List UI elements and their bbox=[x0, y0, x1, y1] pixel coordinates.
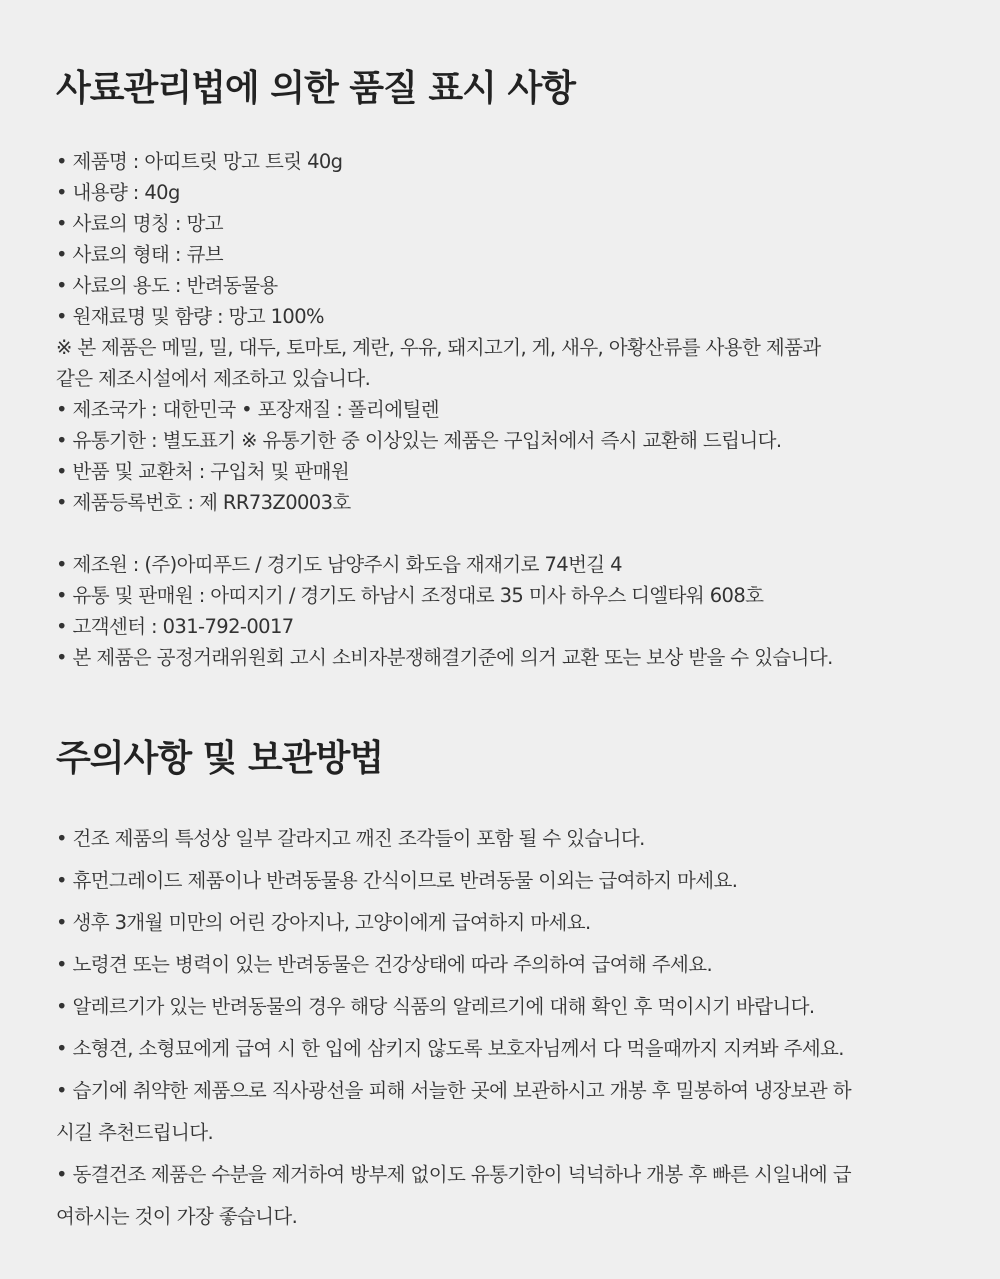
list-item: • 알레르기가 있는 반려동물의 경우 해당 식품의 알레르기에 대해 확인 후 먹이시기 바랍니다. bbox=[56, 995, 815, 1018]
list-item: • 생후 3개월 미만의 어린 강아지나, 고양이에게 급여하지 마세요. bbox=[56, 911, 591, 934]
list-item: • 소형견, 소형묘에게 급여 시 한 입에 삼키지 않도록 보호자님께서 다 먹을때까지 지켜봐 주세요. bbox=[56, 1037, 844, 1060]
list-item: • 제품명 : 아띠트릿 망고 트릿 40g bbox=[56, 150, 343, 173]
list-item: • 노령견 또는 병력이 있는 반려동물은 건강상태에 따라 주의하여 급여해 주세요. bbox=[56, 953, 713, 976]
list-item: • 습기에 취약한 제품으로 직사광선을 피해 서늘한 곳에 보관하시고 개봉 후 밀봉하여 냉장보관 하 bbox=[56, 1079, 851, 1102]
contact-item: • 제조원 : (주)아띠푸드 / 경기도 남양주시 화도읍 재재기로 74번길 4 bbox=[56, 553, 622, 576]
list-item: • 동결건조 제품은 수분을 제거하여 방부제 없이도 유통기한이 넉넉하나 개봉 후 빠른 시일내에 급 bbox=[56, 1163, 851, 1186]
list-item: 시길 추천드립니다. bbox=[56, 1121, 214, 1144]
contact-item: • 고객센터 : 031-792-0017 bbox=[56, 615, 294, 638]
quality-section-title: 사료관리법에 의한 품질 표시 사항 bbox=[56, 68, 575, 109]
list-item: • 건조 제품의 특성상 일부 갈라지고 깨진 조각들이 포함 될 수 있습니다. bbox=[56, 827, 645, 850]
list-item: • 휴먼그레이드 제품이나 반려동물용 간식이므로 반려동물 이외는 급여하지 마세요. bbox=[56, 869, 738, 892]
list-item: • 반품 및 교환처 : 구입처 및 판매원 bbox=[56, 460, 350, 483]
list-item: • 제품등록번호 : 제 RR73Z0003호 bbox=[56, 491, 351, 514]
list-item: • 사료의 명칭 : 망고 bbox=[56, 212, 223, 235]
contact-item: • 유통 및 판매원 : 아띠지기 / 경기도 하남시 조정대로 35 미사 하우스 디엘타워 608호 bbox=[56, 584, 764, 607]
list-item: 여하시는 것이 가장 좋습니다. bbox=[56, 1205, 298, 1228]
caution-section-title: 주의사항 및 보관방법 bbox=[56, 738, 384, 779]
list-item: • 원재료명 및 함량 : 망고 100% bbox=[56, 305, 324, 328]
list-item: • 사료의 용도 : 반려동물용 bbox=[56, 274, 278, 297]
list-spacer bbox=[56, 518, 966, 549]
contact-item: • 본 제품은 공정거래위원회 고시 소비자분쟁해결기준에 의거 교환 또는 보상 받을 수 있습니다. bbox=[56, 646, 833, 669]
list-item: • 사료의 형태 : 큐브 bbox=[56, 243, 223, 266]
list-item: • 제조국가 : 대한민국 • 포장재질 : 폴리에틸렌 bbox=[56, 398, 439, 421]
quality-info-list bbox=[56, 146, 966, 673]
list-item: 같은 제조시설에서 제조하고 있습니다. bbox=[56, 367, 371, 390]
list-item: • 내용량 : 40g bbox=[56, 181, 180, 204]
list-item: ※ 본 제품은 메밀, 밀, 대두, 토마토, 계란, 우유, 돼지고기, 게, 새우, 아황산류를 사용한 제품과 bbox=[56, 336, 821, 359]
list-item: • 유통기한 : 별도표기 ※ 유통기한 중 이상있는 제품은 구입처에서 즉시 교환해 드립니다. bbox=[56, 429, 782, 452]
caution-list bbox=[56, 818, 966, 1238]
